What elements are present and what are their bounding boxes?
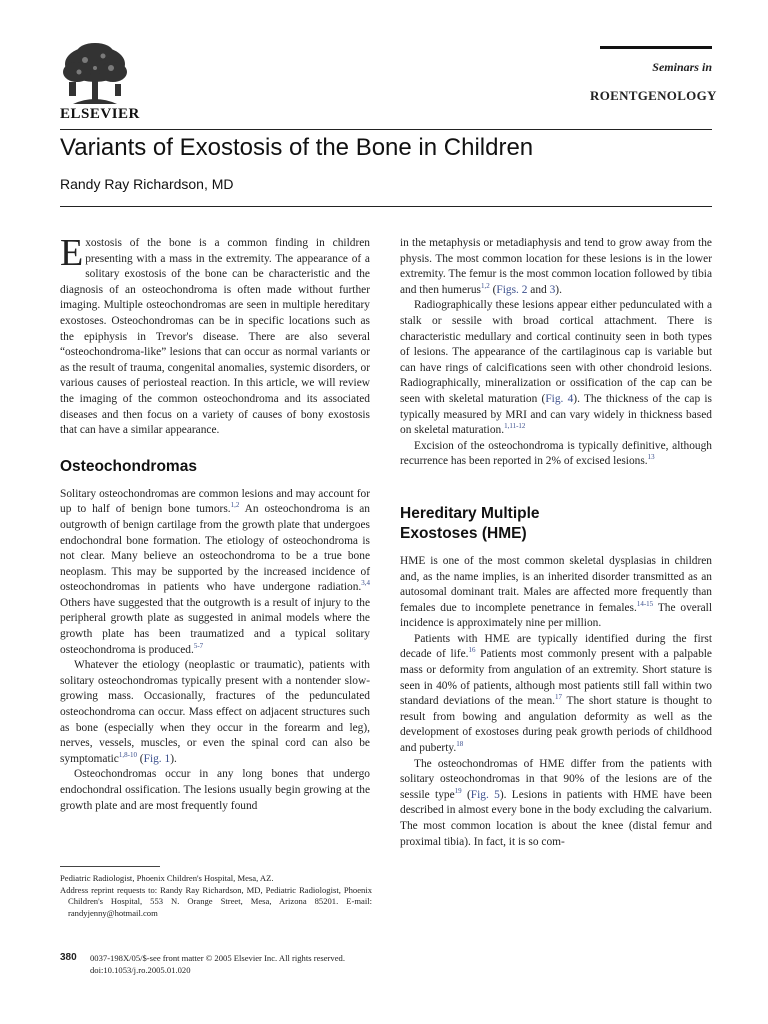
section-heading-osteochondromas: Osteochondromas [60, 457, 197, 475]
citation[interactable]: 14-15 [636, 599, 654, 608]
citation[interactable]: 1,11-12 [504, 422, 526, 431]
drop-cap: E [60, 232, 84, 274]
journal-rule [600, 46, 712, 49]
body-paragraph: in the metaphysis or metadiaphysis and tend to grow away from the physis. The most common location for these lesions is in the lower extremity. The femur is the most common location followed by tibia and then humerus$^{1,2}$ (Figs. 2 and 3). [400, 237, 712, 296]
body-paragraph: Patients with HME are typically identified during the first decade of life.$^{16}$ Patients most commonly present with a palpable mass or deformity from angulation of an extremity. Short stature is seen in 40% of patients, although most patients still fall within two standard deviations of the mean.$^{17}$ The short stature is thought to result from bowing and angulation deformity as well as the development of exostoses during peak growth periods of childhood and puberty.$^{18}$ [400, 632, 712, 755]
body-paragraph: Radiographically these lesions appear either pedunculated with a stalk or sessile with broad cortical attachment. There is characteristic medullary and cortical continuity seen in both types of lesions. The appearance of the cartilaginous cap is variable but can have rings of calcifications seen with other chondroid lesions. Radiographically, mineralization or ossification of the cap can be seen with skeletal maturation (Fig. 4). The thickness of the cap is typically measured by MRI and can vary widely in thickness based on skeletal maturation.$^{1,11-12}$ [400, 299, 712, 437]
citation[interactable]: 1,8-10 [118, 751, 137, 760]
doi-line: doi:10.1053/j.ro.2005.01.020 [90, 965, 191, 975]
journal-subtitle: Seminars in [652, 60, 712, 74]
journal-name: ROENTGENOLOGY [590, 88, 717, 103]
figure-link[interactable]: Fig. 4 [545, 392, 574, 405]
figure-link[interactable]: Fig. 5 [470, 788, 500, 801]
citation[interactable]: 1,2 [480, 281, 490, 290]
section-heading-hme: Hereditary Multiple Exostoses (HME) [400, 504, 540, 542]
copyright-line: 0037-198X/05/$-see front matter © 2005 Elsevier Inc. All rights reserved. [90, 953, 345, 963]
body-paragraph: Whatever the etiology (neoplastic or traumatic), patients with solitary osteochondromas typically present with a nontender slow-growing mass. Occasionally, fractures of the pedunculated osteochondroma can occur. Mass effect on adjacent structures such as bone (especially when they occur in the forearm and leg), nerves, vessels, muscles, or even the spinal cord can also be symptomatic$^{1,8-10}$ (Fig. 1). [60, 659, 370, 765]
footnotes [60, 873, 372, 919]
citation[interactable]: 19 [454, 787, 462, 796]
article-title: Variants of Exostosis of the Bone in Children [60, 134, 534, 161]
citation[interactable]: 3,4 [361, 579, 370, 588]
body-paragraph: Osteochondromas occur in any long bones that undergo endochondral ossification. The lesions usually begin growing at the growth plate and are most frequently found [60, 768, 370, 812]
citation[interactable]: 1,2 [230, 501, 240, 510]
figure-link[interactable]: Fig. 1 [143, 752, 171, 765]
author-rule [60, 206, 712, 207]
citation[interactable]: 17 [555, 693, 563, 702]
affiliation-note: Pediatric Radiologist, Phoenix Children's Hospital, Mesa, AZ. [60, 873, 274, 883]
copyright-block [90, 952, 345, 976]
citation[interactable]: 16 [468, 646, 476, 655]
address-note: Address reprint requests to: Randy Ray Richardson, MD, Pediatric Radiologist, Phoenix Children's Hospital, 553 N. Orange Street, Mesa, Arizona 85201. E-mail: randyjenny@hotmail.com [60, 884, 372, 918]
intro-paragraph: Exostosis of the bone is a common finding in children presenting with a mass in the extremity. The appearance of a solitary exostosis of the bone can be characteristic and the diagnosis of an osteochondroma is often made without further imaging. Multiple osteochondromas are seen in multiple hereditary exostoses. Osteochondromas can be in specific locations such as the epiphysis in Trevor's disease. There are also several “osteochondroma-like” lesions that can occur as normal variants or as the result of trauma, congenital anomalies, systemic disorders, or various causes of periosteal reaction. In this article, we will review the imaging of the common osteochondroma and its associated diseases and then focus on a variety of causes of bony exostosis that can have a similar appearance. [60, 232, 370, 437]
article-author: Randy Ray Richardson, MD [60, 176, 234, 192]
footnote-rule [60, 866, 160, 867]
citation[interactable]: 18 [456, 740, 464, 749]
right-column [400, 236, 712, 850]
body-paragraph: Solitary osteochondromas are common lesions and may account for up to half of benign bone tumors.$^{1,2}$ An osteochondroma is an outgrowth of benign cartilage from the growth plate that undergoes endochondral bone formation. The etiology of osteochondroma is not clear. Many believe an osteochondroma to be a true bone neoplasm. This may be supported by the increased incidence of osteochondromas in patients who have undergone radiation.$^{3,4}$ Others have suggested that the outgrowth is a result of injury to the peripheral growth plate as suggested in animal models where the growth plate has been traumatized and a typical solitary osteochondroma is produced.$^{5-7}$ [60, 487, 370, 656]
publisher-name: ELSEVIER [60, 106, 140, 122]
body-paragraph: HME is one of the most common skeletal dysplasias in children and, as the name implies, is an inherited disorder transmitted as an autosomal dominant trait. Males are affected more frequently than females due to incomplete penetrance in females.$^{14-15}$ The overall incidence is approximately nine per million. [400, 554, 712, 630]
figure-link[interactable]: 3 [549, 283, 556, 296]
page-number: 380 [60, 952, 77, 963]
body-paragraph: Excision of the osteochondroma is typically definitive, although recurrence has been reported in 2% of excised lesions.$^{13}$ [400, 439, 712, 468]
body-paragraph: The osteochondromas of HME differ from the patients with solitary osteochondromas in that 90% of the lesions are of the sessile type$^{19}$ (Fig. 5). Lesions in patients with HME have been described in almost every bone in the body excluding the calvarium. The most common location is about the knee (distal femur and proximal tibia). In fact, it is so com- [400, 757, 712, 848]
left-column [60, 232, 370, 814]
citation[interactable]: 5-7 [193, 641, 204, 650]
figure-link[interactable]: Figs. 2 [496, 283, 528, 296]
citation[interactable]: 13 [647, 453, 655, 462]
title-rule [60, 129, 712, 130]
